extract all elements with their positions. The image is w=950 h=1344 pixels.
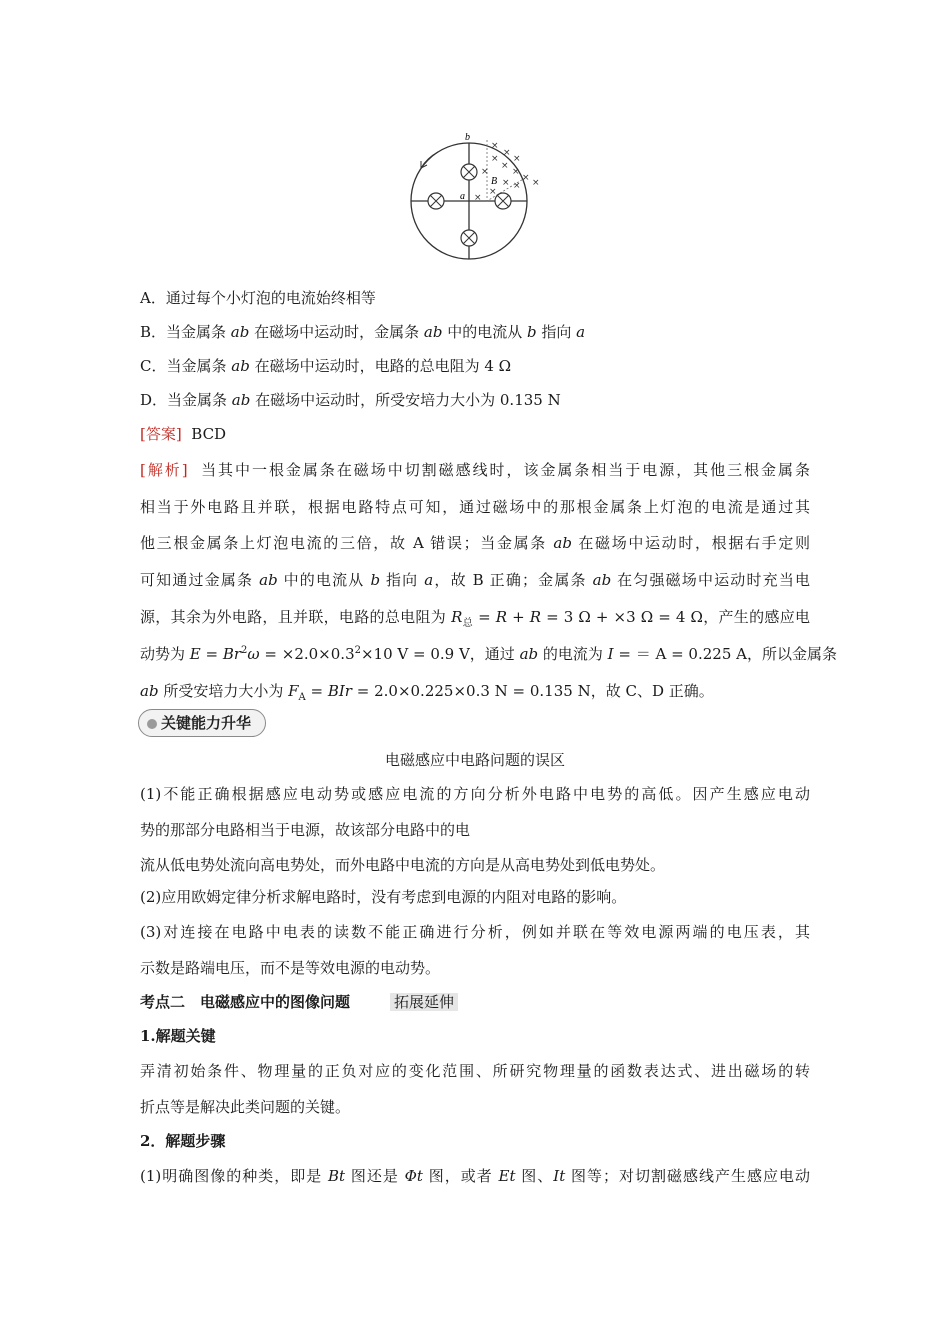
section-title: 电磁感应中电路问题的误区 [384, 751, 565, 769]
steps-line-1 [140, 1165, 810, 1186]
superscript: 2 [241, 645, 248, 656]
cross: × [502, 178, 510, 188]
symbol: ab [519, 645, 539, 663]
text: = 2.0×0.225×0.3 N = 0.135 N，故 C、D 正确。 [351, 682, 714, 700]
bulb-right [495, 193, 511, 209]
cross: × [489, 187, 497, 197]
cross: × [513, 154, 521, 164]
label-b: b [465, 132, 470, 143]
point-3b: 示数是路端电压，而不是等效电源的电动势。 [140, 959, 441, 977]
symbol: ab [592, 571, 612, 589]
symbol: It [553, 1167, 566, 1185]
cross: × [501, 161, 509, 171]
text: = 3 Ω + ×3 Ω = 4 Ω，产生的感应电 [541, 608, 810, 626]
text: 动势为 [140, 645, 190, 663]
text: ，故 B 正确；金属条 [433, 571, 593, 589]
cross: × [513, 181, 521, 191]
tag-label: 关键能力升华 [161, 714, 252, 732]
bulb-left [428, 193, 444, 209]
text: 在磁场中运动时，金属条 [249, 323, 424, 341]
key-title: 1.解题关键 [140, 1027, 216, 1045]
text: 指向 [536, 323, 577, 341]
superscript: 2 [354, 645, 361, 656]
symbol: E [189, 645, 201, 663]
analysis-line-4 [140, 569, 810, 590]
bulb-top [461, 164, 477, 180]
cross: × [503, 148, 511, 158]
label-a: a [460, 191, 465, 202]
analysis-line-1 [140, 459, 810, 480]
analysis-line-6 [140, 643, 837, 664]
symbol: R [529, 608, 542, 626]
text: = ×2.0×0.3 [259, 645, 355, 663]
symbol: b [370, 571, 381, 589]
point-1c: 流从低电势处流向高电势处，而外电路中电流的方向是从高电势处到低电势处。 [140, 856, 666, 874]
symbol: ab [553, 534, 572, 552]
text: 图等；对切割磁感线产生感应电动 [565, 1167, 810, 1185]
bulb-bottom [461, 230, 477, 246]
symbol: Φt [404, 1167, 423, 1185]
point-1a: (1)不能正确根据感应电动势或感应电流的方向分析外电路中电势的高低。因产生感应电动 [140, 785, 810, 803]
text: 他三根金属条上灯泡电流的三倍，故 A 错误；当金属条 [140, 534, 554, 552]
answer-label: [答案] [140, 425, 182, 443]
point-3a: (3)对连接在电路中电表的读数不能正确进行分析，例如并联在等效电源两端的电压表，其 [140, 923, 810, 941]
point-1b: 势的那部分电路相当于电源，故该部分电路中的电 [140, 821, 471, 839]
text: + [507, 608, 530, 626]
analysis-line-3 [140, 532, 810, 553]
symbol: F [288, 682, 299, 700]
key-ability-tag [138, 709, 266, 737]
text: 在磁场中运动时，所受安培力大小为 0.135 N [250, 391, 561, 409]
text: (1)明确图像的种类，即是 [140, 1167, 329, 1185]
symbol: R [495, 608, 508, 626]
key-line-1: 弄清初始条件、物理量的正负对应的变化范围、所研究物理量的函数表达式、进出磁场的转 [140, 1062, 810, 1080]
answer-value: BCD [191, 425, 227, 443]
symbol: I [607, 645, 614, 663]
symbol: a [424, 571, 434, 589]
text: 当其中一根金属条在磁场中切割磁感线时，该金属条相当于电源，其他三根金属条 [201, 461, 810, 479]
option-a: A．通过每个小灯泡的电流始终相等 [140, 289, 376, 307]
text: = [473, 608, 496, 626]
option-d [140, 389, 561, 410]
text: 源，其余为外电路，且并联，电路的总电阻为 [140, 608, 452, 626]
symbol: Bt [328, 1167, 346, 1185]
text: 可知通过金属条 [140, 571, 260, 589]
key-line-2: 折点等是解决此类问题的关键。 [140, 1098, 351, 1116]
cross: × [481, 167, 489, 177]
text: = [305, 682, 328, 700]
cross: × [522, 173, 530, 183]
text: 指向 [380, 571, 425, 589]
text: C．当金属条 [140, 357, 232, 375]
cross: × [491, 154, 499, 164]
symbol: a [576, 323, 586, 341]
symbol: ab [231, 357, 250, 375]
symbol: ω [247, 645, 260, 663]
text: 的电流为 [538, 645, 608, 663]
text: ×10 V = 0.9 V，通过 [360, 645, 520, 663]
text: 图，或者 [422, 1167, 499, 1185]
text: 所受安培力大小为 [158, 682, 289, 700]
symbol: ab [259, 571, 278, 589]
symbol: BIr [327, 682, 352, 700]
kaodian-heading [140, 991, 458, 1012]
text: 中的电流从 [442, 323, 527, 341]
analysis-line-7 [140, 680, 714, 703]
label-B: B [491, 176, 498, 187]
text: 图、 [515, 1167, 554, 1185]
circuit-figure [405, 128, 545, 263]
steps-title: 2．解题步骤 [140, 1132, 226, 1150]
analysis-label: [解析] [140, 461, 188, 479]
symbol: Br [222, 645, 242, 663]
symbol: ab [230, 323, 250, 341]
analysis-line-2: 相当于外电路且并联，根据电路特点可知，通过磁场中的那根金属条上灯泡的电流是通过其 [140, 498, 810, 516]
text: 在匀强磁场中运动时充当电 [611, 571, 810, 589]
option-b [140, 321, 585, 342]
cross: × [491, 141, 499, 151]
text: 在磁场中运动时，电路的总电阻为 4 Ω [249, 357, 512, 375]
symbol: Et [498, 1167, 516, 1185]
subscript: 总 [462, 618, 474, 629]
tag-dot-icon [147, 719, 157, 729]
text: 在磁场中运动时，根据右手定则 [571, 534, 810, 552]
cross: × [512, 167, 520, 177]
kaodian-badge: 拓展延伸 [390, 993, 458, 1011]
cross: × [474, 193, 482, 203]
symbol: ab [231, 391, 251, 409]
subscript: A [298, 692, 306, 703]
point-2: (2)应用欧姆定律分析求解电路时，没有考虑到电源的内阻对电路的影响。 [140, 888, 627, 906]
symbol: ab [423, 323, 443, 341]
cross: × [532, 178, 540, 188]
text: = ＝ A = 0.225 A，所以金属条 [613, 645, 837, 663]
analysis-line-5 [140, 606, 810, 629]
text: 图还是 [345, 1167, 405, 1185]
text: B．当金属条 [140, 323, 231, 341]
symbol: ab [140, 682, 159, 700]
answer-line [140, 423, 226, 444]
text: = [200, 645, 223, 663]
text: 中的电流从 [277, 571, 371, 589]
kaodian-title: 考点二 电磁感应中的图像问题 [140, 993, 351, 1011]
option-c [140, 355, 511, 376]
text: D．当金属条 [140, 391, 232, 409]
symbol: b [526, 323, 537, 341]
symbol: R [451, 608, 463, 626]
